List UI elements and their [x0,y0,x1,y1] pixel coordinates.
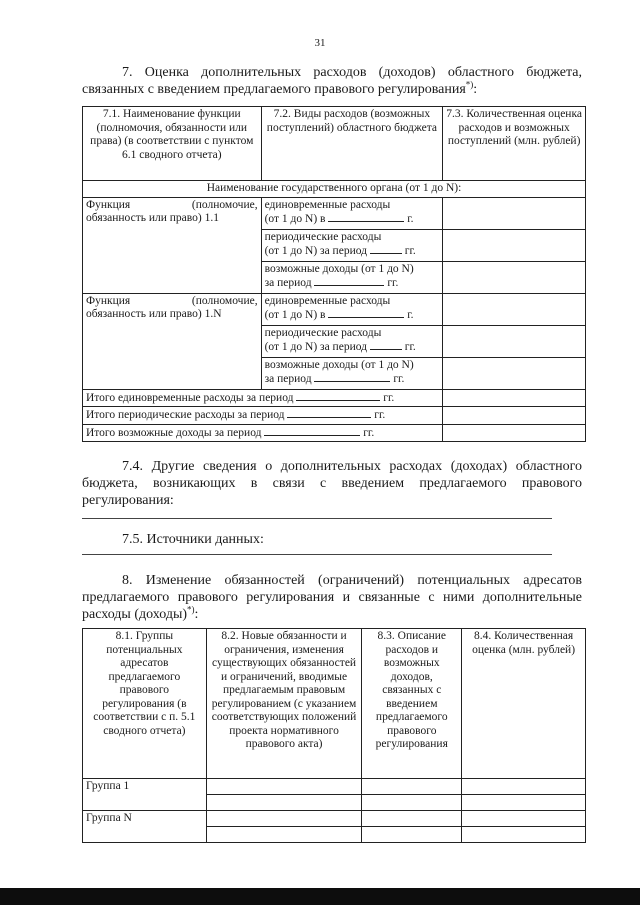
estimate-cell [443,325,586,357]
section-7-4-text: 7.4. Другие сведения о дополнительных расходах (доходах) областного бюджета, возникающих в связи с введением предлагаемого правового регулирования: [82,459,582,508]
table-cell [206,827,362,843]
estimate-cell [443,261,586,293]
blank-field [287,408,371,418]
addressee-obligations-table [82,628,586,843]
group-n-label: Группа N [83,811,207,843]
col-8-3-header: 8.3. Описание расходов и возможных доходов, связанных с введением предлагаемого правового регулирования [362,629,462,779]
table-cell [462,827,586,843]
table-cell [362,827,462,843]
col-7-3-header: 7.3. Количественная оценка расходов и возможных поступлений (млн. рублей) [443,107,586,181]
blank-field [328,212,404,222]
section-7-heading: 7. Оценка дополнительных расходов (доходов) областного бюджета, связанных с введением предлагаемого правового регулирования*): [82,65,582,97]
total-income-row: Итого возможные доходы за период гг. [83,424,443,442]
expense-item: возможные доходы (от 1 до N) за период гг. [261,261,443,293]
section-7-4-answer-line [82,518,552,519]
table-cell [462,795,586,811]
col-8-4-header: 8.4. Количественная оценка (млн. рублей) [462,629,586,779]
expense-item: возможные доходы (от 1 до N) за период гг. [261,357,443,389]
col-7-1-header: 7.1. Наименование функции (полномочия, обязанности или права) (в соответствии с пунктом 6.1 сводного отчета) [83,107,262,181]
total-one-time-row: Итого единовременные расходы за период гг. [83,389,443,407]
estimate-cell [443,293,586,325]
section-8-heading: 8. Изменение обязанностей (ограничений) потенциальных адресатов предлагаемого правового регулирования и связанные с ними дополнительные расходы (доходы)*): [82,573,582,622]
estimate-cell [443,357,586,389]
table-cell [206,811,362,827]
table-cell [362,811,462,827]
organ-name-row: Наименование государственного органа (от 1 до N): [83,181,586,198]
expense-item: единовременные расходы (от 1 до N) в г. [261,197,443,229]
expense-item: единовременные расходы (от 1 до N) в г. [261,293,443,325]
blank-field [264,426,360,436]
col-8-1-header: 8.1. Группы потенциальных адресатов предлагаемого правового регулирования (в соответствии с п. 5.1 сводного отчета) [83,629,207,779]
group-1-label: Группа 1 [83,779,207,811]
table-cell [362,795,462,811]
section-7-5-text: 7.5. Источники данных: [122,532,264,547]
estimate-cell [443,424,586,442]
budget-estimate-table [82,106,586,442]
page-number: 31 [314,37,326,49]
expense-item: периодические расходы (от 1 до N) за период гг. [261,229,443,261]
estimate-cell [443,197,586,229]
table-cell [462,811,586,827]
scan-edge-bar [0,888,640,905]
col-8-2-header: 8.2. Новые обязанности и ограничения, изменения существующих обязанностей и ограничений, вводимые предлагаемым правовым регулированием (с указанием соответствующих положений проекта нормативного правового акта) [206,629,362,779]
expense-item: периодические расходы (от 1 до N) за период гг. [261,325,443,357]
function-1-1-name: Функция (полномочие, обязанность или право) 1.1 [83,197,262,293]
blank-field [370,244,402,254]
blank-field [328,308,404,318]
col-7-2-header: 7.2. Виды расходов (возможных поступлений) областного бюджета [261,107,443,181]
blank-field [370,340,402,350]
function-1-n-name: Функция (полномочие, обязанность или право) 1.N [83,293,262,389]
blank-field [314,372,390,382]
estimate-cell [443,407,586,425]
estimate-cell [443,229,586,261]
estimate-cell [443,389,586,407]
table-cell [462,779,586,795]
table-cell [206,795,362,811]
table-cell [362,779,462,795]
blank-field [296,391,380,401]
blank-field [314,276,384,286]
table-cell [206,779,362,795]
total-periodic-row: Итого периодические расходы за период гг. [83,407,443,425]
section-7-5-answer-line [82,554,552,555]
